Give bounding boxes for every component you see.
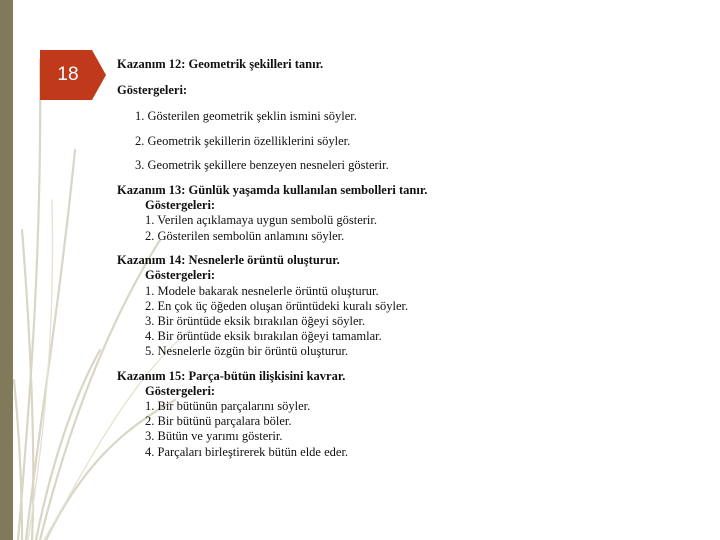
indicators-label: Göstergeleri: <box>117 83 188 97</box>
slide-number-badge <box>40 50 106 100</box>
indicator-item: 2. Geometrik şekillerin özelliklerini söyler. <box>135 134 351 148</box>
block-title: Kazanım 13: Günlük yaşamda kullanılan sembolleri tanır. <box>117 183 428 197</box>
indicator-item: 2. Bir bütünü parçalara böler. <box>145 414 292 428</box>
indicator-item: 3. Geometrik şekillere benzeyen nesneleri gösterir. <box>135 158 389 172</box>
slide-number: 18 <box>57 64 79 85</box>
indicator-item: 1. Gösterilen geometrik şeklin ismini söyler. <box>135 109 357 123</box>
block-title: Kazanım 14: Nesnelerle örüntü oluşturur. <box>117 253 340 267</box>
indicator-item: 4. Parçaları birleştirerek bütün elde eder. <box>145 445 349 459</box>
indicator-item: 1. Modele bakarak nesnelerle örüntü oluşturur. <box>145 284 379 298</box>
indicator-item: 4. Bir örüntüde eksik bırakılan öğeyi tamamlar. <box>145 329 382 343</box>
block-title: Kazanım 12: Geometrik şekilleri tanır. <box>117 57 324 71</box>
indicators-label: Göstergeleri: <box>145 268 216 282</box>
indicator-item: 1. Bir bütünün parçalarını söyler. <box>145 399 311 413</box>
indicator-item: 2. Gösterilen sembolün anlamını söyler. <box>145 229 345 243</box>
indicators-label: Göstergeleri: <box>145 198 216 212</box>
indicator-item: 2. En çok üç öğeden oluşan örüntüdeki kuralı söyler. <box>145 299 409 313</box>
indicator-item: 5. Nesnelerle özgün bir örüntü oluşturur. <box>145 344 349 358</box>
indicator-item: 1. Verilen açıklamaya uygun sembolü gösterir. <box>145 213 378 227</box>
indicators-label: Göstergeleri: <box>145 384 216 398</box>
indicator-item: 3. Bir örüntüde eksik bırakılan öğeyi söyler. <box>145 314 366 328</box>
block-title: Kazanım 15: Parça-bütün ilişkisini kavrar. <box>117 369 346 383</box>
indicator-item: 3. Bütün ve yarımı gösterir. <box>145 429 283 443</box>
